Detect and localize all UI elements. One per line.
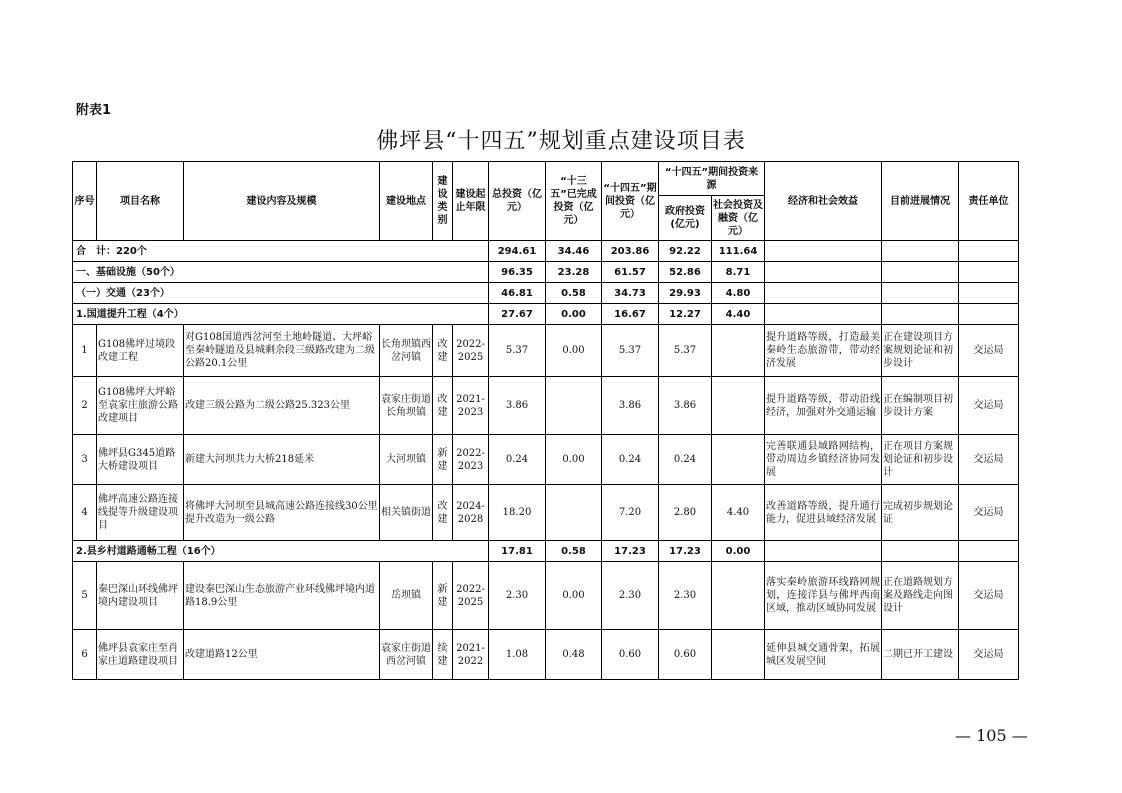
project-period: 2021-2023	[453, 377, 489, 435]
document-title: 佛坪县“十四五”规划重点建设项目表	[376, 129, 746, 154]
project-name: 佛坪高速公路连接线提等升级建设项目	[97, 485, 184, 541]
project-seq: 4	[73, 485, 97, 541]
table-row	[73, 630, 1019, 680]
project-type: 续建	[433, 630, 453, 680]
page-number: — 105 —	[955, 726, 1028, 745]
project-location: 袁家庄街道西岔河镇	[380, 630, 433, 680]
summary-social: 4.40	[712, 304, 765, 325]
project-total: 18.20	[489, 485, 546, 541]
summary-gov: 17.23	[659, 541, 712, 562]
project-benefit: 延伸县城交通骨架，拓展城区发展空间	[765, 630, 882, 680]
project-type: 改建	[433, 377, 453, 435]
project-done13: 0.00	[546, 435, 602, 485]
project-invest14: 5.37	[602, 325, 659, 377]
header-name: 项目名称	[97, 162, 184, 241]
project-total: 5.37	[489, 325, 546, 377]
project-invest14: 2.30	[602, 562, 659, 630]
project-seq: 3	[73, 435, 97, 485]
project-social	[712, 435, 765, 485]
project-done13: 0.00	[546, 562, 602, 630]
table-row	[73, 325, 1019, 377]
project-done13	[546, 377, 602, 435]
summary-social: 111.64	[712, 241, 765, 262]
project-total: 2.30	[489, 562, 546, 630]
summary-gov: 52.86	[659, 262, 712, 283]
header-progress: 目前进展情况	[882, 162, 959, 241]
project-social: 4.40	[712, 485, 765, 541]
project-content: 建设秦巴深山生态旅游产业环线佛坪境内道路18.9公里	[184, 562, 380, 630]
header-gov: 政府投资(亿元)	[659, 196, 712, 241]
project-seq: 2	[73, 377, 97, 435]
project-location: 袁家庄街道长角坝镇	[380, 377, 433, 435]
table-row	[73, 435, 1019, 485]
summary-label: （一）交通（23个）	[73, 283, 489, 304]
project-location: 相关镇街道	[380, 485, 433, 541]
header-type: 建设类别	[433, 162, 453, 241]
project-social	[712, 377, 765, 435]
project-progress: 正在道路规划方案及路线走向图设计	[882, 562, 959, 630]
header-content: 建设内容及规模	[184, 162, 380, 241]
summary-label: 1.国道提升工程（4个）	[73, 304, 489, 325]
header-seq: 序号	[73, 162, 97, 241]
project-benefit: 落实秦岭旅游环线路网规划，连接洋县与佛坪西南区域，推动区域协同发展	[765, 562, 882, 630]
project-name: G108佛坪大坪峪至袁家庄旅游公路改建项目	[97, 377, 184, 435]
header-benefit: 经济和社会效益	[765, 162, 882, 241]
project-unit: 交运局	[959, 435, 1019, 485]
summary-invest14: 203.86	[602, 241, 659, 262]
project-progress: 二期已开工建设	[882, 630, 959, 680]
project-period: 2022-2025	[453, 562, 489, 630]
project-progress: 完成初步规划论证	[882, 485, 959, 541]
project-content: 改建道路12公里	[184, 630, 380, 680]
project-gov: 0.60	[659, 630, 712, 680]
project-period: 2021-2022	[453, 630, 489, 680]
project-total: 1.08	[489, 630, 546, 680]
project-content: 将佛坪大河坝至县城高速公路连接线30公里提升改造为一级公路	[184, 485, 380, 541]
header-done13: “十三五”已完成投资（亿元）	[546, 162, 602, 241]
project-unit: 交运局	[959, 630, 1019, 680]
summary-row-total	[73, 241, 1019, 262]
project-benefit: 提升道路等级，带动沿线经济，加强对外交通运输	[765, 377, 882, 435]
summary-done13: 23.28	[546, 262, 602, 283]
summary-done13: 0.58	[546, 283, 602, 304]
project-benefit: 改善道路等级，提升通行能力，促进县域经济发展	[765, 485, 882, 541]
project-content: 改建三级公路为二级公路25.323公里	[184, 377, 380, 435]
project-social	[712, 562, 765, 630]
summary-invest14: 61.57	[602, 262, 659, 283]
project-type: 新建	[433, 562, 453, 630]
project-gov: 2.30	[659, 562, 712, 630]
project-done13: 0.00	[546, 325, 602, 377]
summary-invest14: 16.67	[602, 304, 659, 325]
project-unit: 交运局	[959, 325, 1019, 377]
summary-row-transport	[73, 283, 1019, 304]
project-seq: 1	[73, 325, 97, 377]
summary-social: 8.71	[712, 262, 765, 283]
project-total: 0.24	[489, 435, 546, 485]
summary-invest14: 17.23	[602, 541, 659, 562]
table-row	[73, 485, 1019, 541]
project-period: 2022-2025	[453, 325, 489, 377]
project-unit: 交运局	[959, 485, 1019, 541]
project-type: 改建	[433, 325, 453, 377]
header-invest14: “十四五”期间投资（亿元）	[602, 162, 659, 241]
summary-label: 一、基础设施（50个）	[73, 262, 489, 283]
table-row	[73, 562, 1019, 630]
project-done13	[546, 485, 602, 541]
project-benefit: 完善联通县域路网结构，带动周边乡镇经济协同发展	[765, 435, 882, 485]
summary-row-county-road	[73, 541, 1019, 562]
project-progress: 正在项目方案规划论证和初步设计	[882, 435, 959, 485]
project-unit: 交运局	[959, 562, 1019, 630]
summary-total: 96.35	[489, 262, 546, 283]
project-unit: 交运局	[959, 377, 1019, 435]
header-period: 建设起止年限	[453, 162, 489, 241]
summary-invest14: 34.73	[602, 283, 659, 304]
summary-label: 2.县乡村道路通畅工程（16个）	[73, 541, 489, 562]
project-gov: 3.86	[659, 377, 712, 435]
project-gov: 2.80	[659, 485, 712, 541]
project-benefit: 提升道路等级，打造最美秦岭生态旅游带，带动经济发展	[765, 325, 882, 377]
project-name: G108佛坪过境段改建工程	[97, 325, 184, 377]
project-invest14: 7.20	[602, 485, 659, 541]
summary-label: 合 计：220个	[73, 241, 489, 262]
project-gov: 5.37	[659, 325, 712, 377]
summary-total: 17.81	[489, 541, 546, 562]
summary-done13: 34.46	[546, 241, 602, 262]
project-location: 大河坝镇	[380, 435, 433, 485]
summary-social: 4.80	[712, 283, 765, 304]
header-social: 社会投资及融资（亿元）	[712, 196, 765, 241]
project-name: 秦巴深山环线佛坪境内建设项目	[97, 562, 184, 630]
project-location: 长角坝镇西岔河镇	[380, 325, 433, 377]
project-type: 新建	[433, 435, 453, 485]
summary-total: 294.61	[489, 241, 546, 262]
project-seq: 5	[73, 562, 97, 630]
header-location: 建设地点	[380, 162, 433, 241]
project-name: 佛坪县袁家庄至肖家庄道路建设项目	[97, 630, 184, 680]
project-progress: 正在编制项目初步设计方案	[882, 377, 959, 435]
project-total: 3.86	[489, 377, 546, 435]
project-content: 对G108国道西岔河至土地岭隧道、大坪峪至秦岭隧道及县城剩余段三级路改建为二级公路20.1公里	[184, 325, 380, 377]
project-done13: 0.48	[546, 630, 602, 680]
project-name: 佛坪县G345道路大桥建设项目	[97, 435, 184, 485]
appendix-label: 附表1	[76, 103, 112, 118]
summary-total: 46.81	[489, 283, 546, 304]
summary-row-infrastructure	[73, 262, 1019, 283]
summary-done13: 0.58	[546, 541, 602, 562]
project-type: 改建	[433, 485, 453, 541]
project-period: 2024-2028	[453, 485, 489, 541]
summary-row-national-road	[73, 304, 1019, 325]
project-table	[72, 161, 1019, 680]
project-gov: 0.24	[659, 435, 712, 485]
summary-gov: 12.27	[659, 304, 712, 325]
project-location: 岳坝镇	[380, 562, 433, 630]
summary-total: 27.67	[489, 304, 546, 325]
project-invest14: 0.60	[602, 630, 659, 680]
project-progress: 正在建设项目方案规划论证和初步设计	[882, 325, 959, 377]
project-invest14: 3.86	[602, 377, 659, 435]
summary-gov: 92.22	[659, 241, 712, 262]
summary-gov: 29.93	[659, 283, 712, 304]
header-total: 总投资（亿元）	[489, 162, 546, 241]
project-seq: 6	[73, 630, 97, 680]
project-period: 2022-2023	[453, 435, 489, 485]
header-source-group: “十四五”期间投资来源	[659, 162, 765, 196]
project-social	[712, 325, 765, 377]
project-content: 新建大河坝共力大桥218延米	[184, 435, 380, 485]
header-unit: 责任单位	[959, 162, 1019, 241]
table-row	[73, 377, 1019, 435]
summary-done13: 0.00	[546, 304, 602, 325]
summary-social: 0.00	[712, 541, 765, 562]
project-invest14: 0.24	[602, 435, 659, 485]
project-social	[712, 630, 765, 680]
